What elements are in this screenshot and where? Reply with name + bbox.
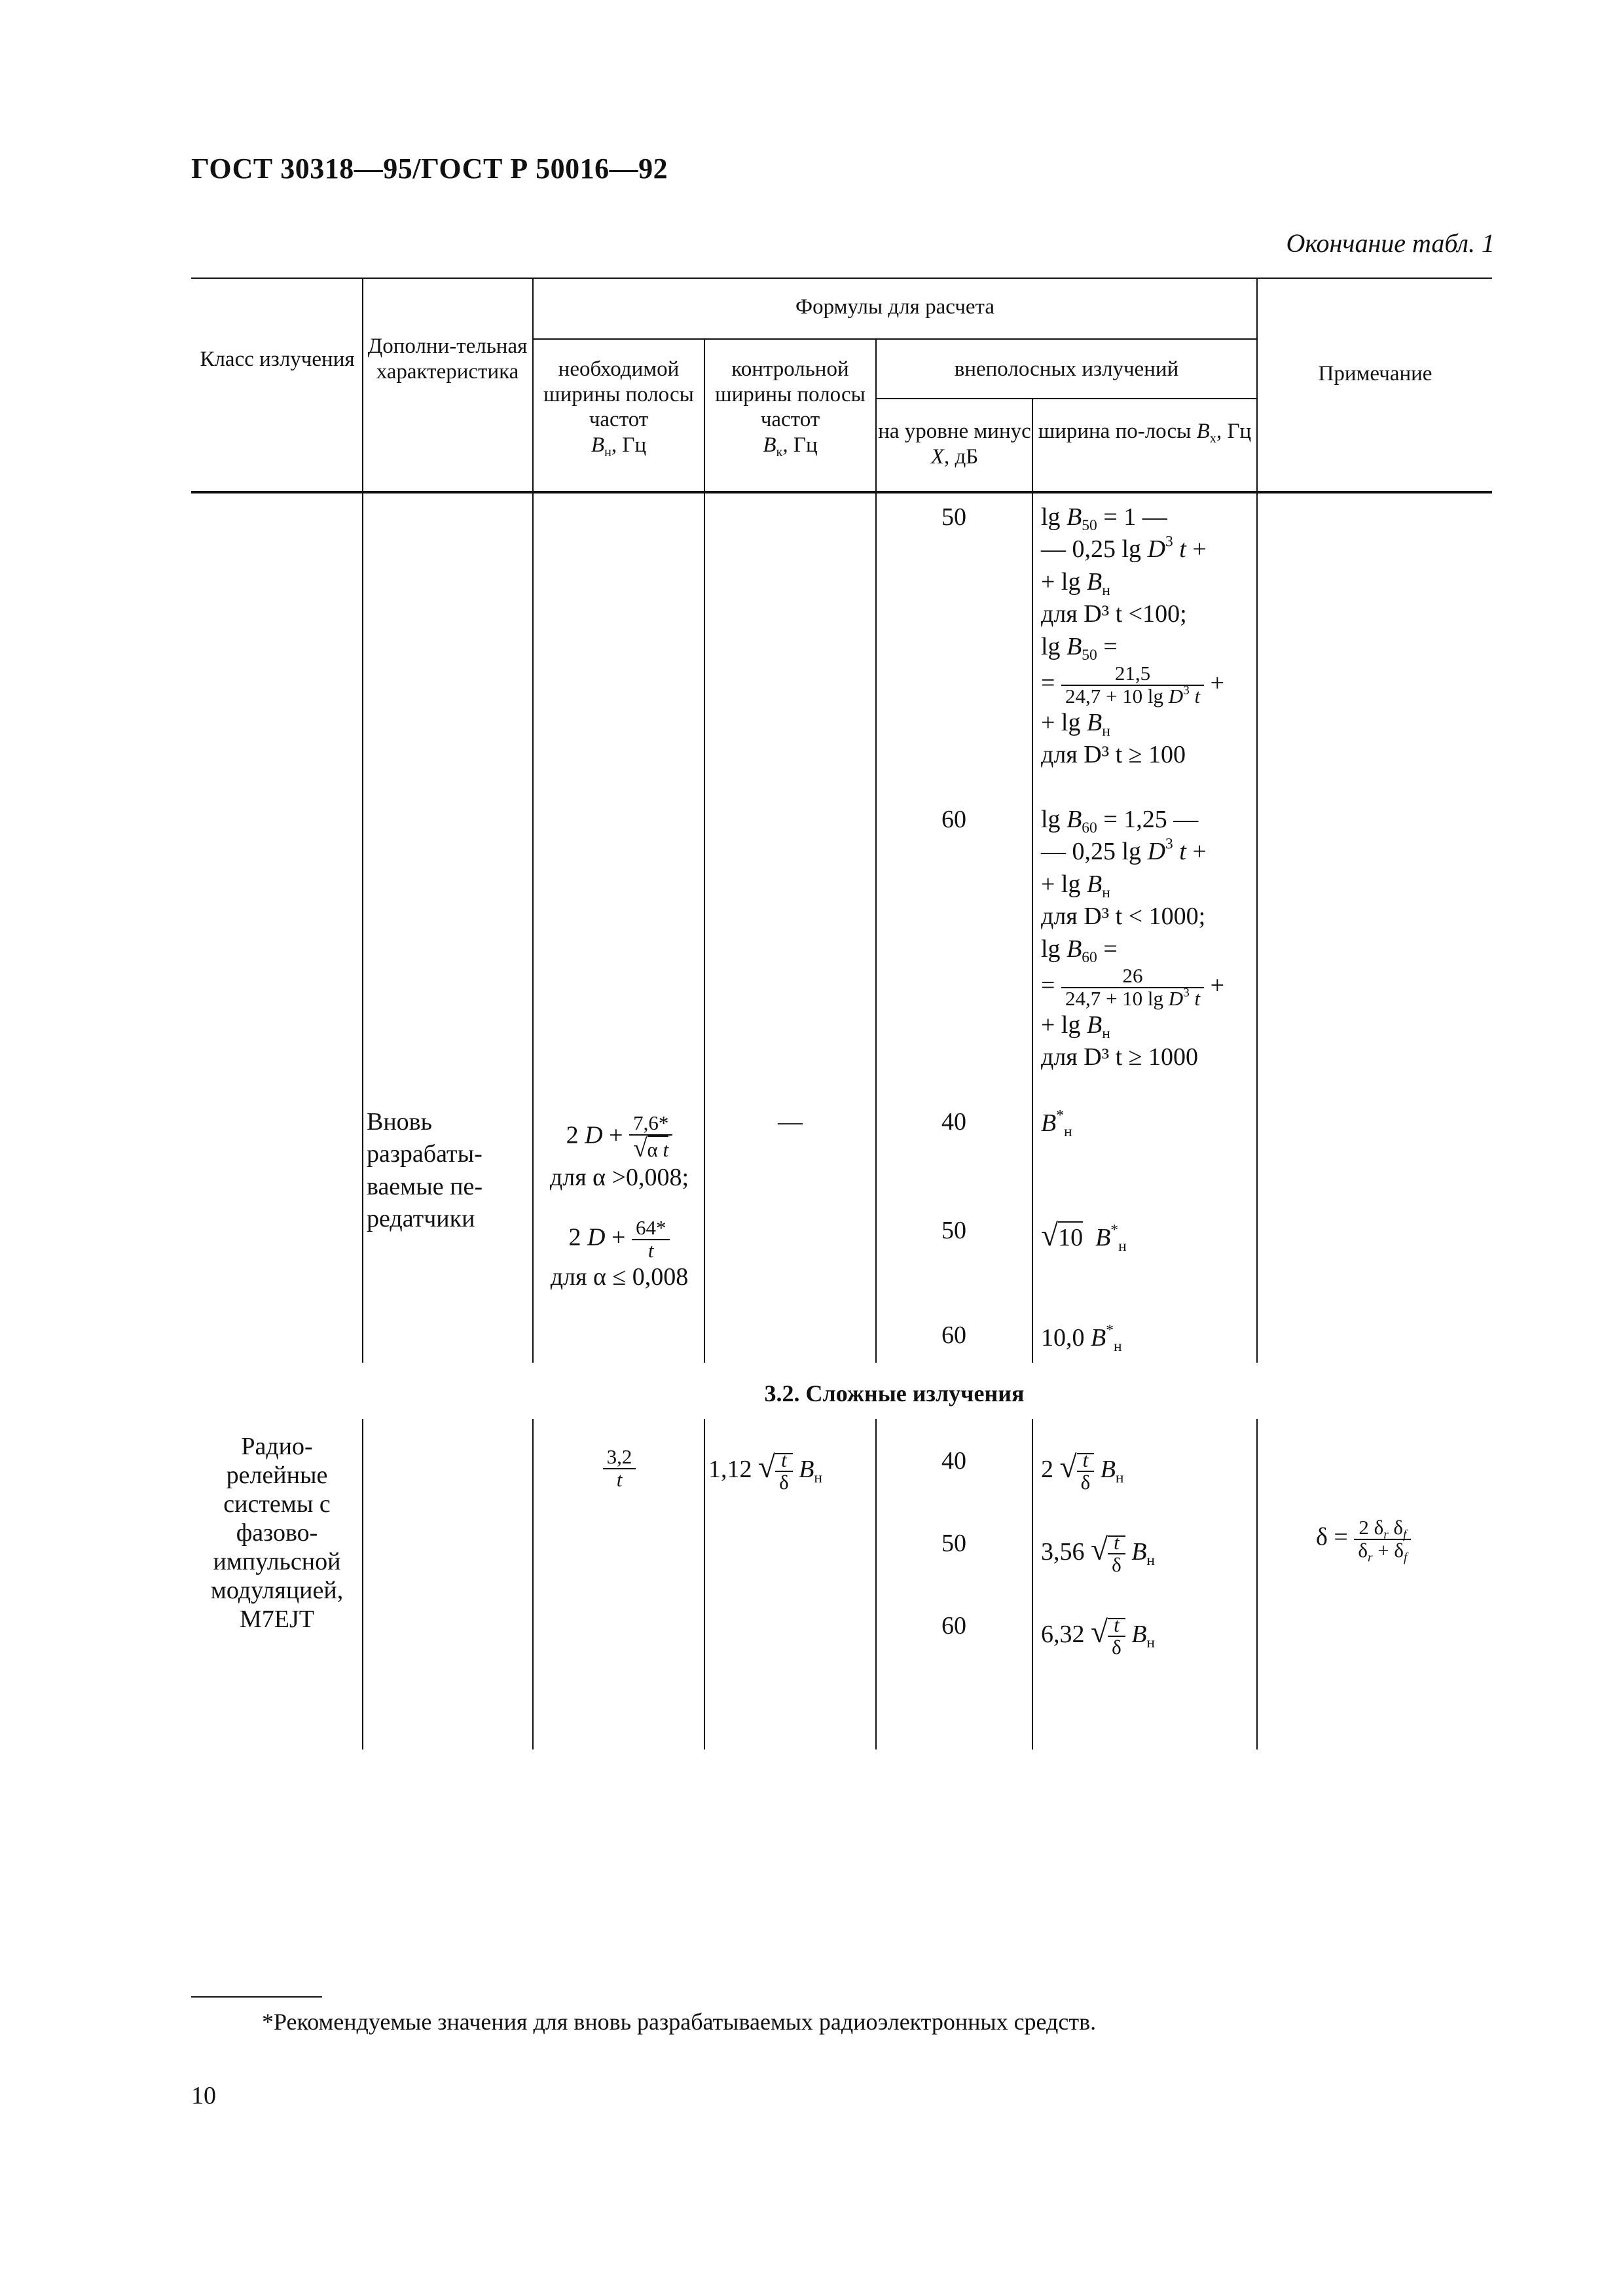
width-c-40: 2 √ $\frac{t}{\delta}$ $B_н$	[1041, 1448, 1124, 1494]
class-radio-relay: Радио-релейные системы с фазово-импульсной модуляцией, M7EJT	[210, 1433, 344, 1634]
document-header: ГОСТ 30318—95/ГОСТ Р 50016—92	[191, 152, 668, 185]
level-value: 60	[941, 1321, 966, 1349]
table-top-rule	[191, 278, 1492, 279]
header-rule-formulas	[532, 338, 1256, 340]
body-col-divider	[532, 492, 534, 1363]
level-value: 50	[941, 503, 966, 531]
col-header-required: необходимой ширины полосы частот $B_н$, Гц	[543, 357, 694, 459]
level-value: 50	[941, 1217, 966, 1244]
col-header-note: Примечание	[1318, 362, 1432, 386]
col-header-level: на уровне минус X, дБ	[878, 420, 1031, 469]
width-60: 10,0 $B^*_н$	[1041, 1321, 1122, 1355]
level-value: 40	[941, 1447, 966, 1475]
level-value: 60	[941, 806, 966, 833]
body-col-divider	[704, 492, 705, 1363]
header-col-divider	[362, 278, 363, 492]
footnote: *Рекомендуемые значения для вновь разрабатываемых радиоэлектронных средств.	[262, 2009, 1097, 2035]
formula-b60: $\lg B_{60} = 1,25$ — — 0,25 $\lg D^3$ t + + $\lg B_н$ для D³ t < 1000; $\lg B_{60}$ = = $\frac{26}{24,7 + 10 \lg D^3 t}$ + + $\lg B_н$ для D³ t ≥ 1000	[1041, 806, 1225, 1071]
level-value: 60	[941, 1612, 966, 1640]
level-value: 50	[941, 1530, 966, 1557]
header-col-divider	[1032, 398, 1033, 492]
header-col-divider	[875, 338, 877, 492]
col-header-outband: внеполосных излучений	[954, 357, 1179, 381]
header-bottom-rule	[191, 491, 1492, 493]
col-header-control: контрольной ширины полосы частот $B_к$, Гц	[715, 357, 866, 459]
col-header-formulas: Формулы для расчета	[795, 295, 994, 319]
formula-required-2: 2 D + $\frac{64*}{t}$ для α ≤ 0,008	[550, 1216, 689, 1291]
col-header-extra: Дополни-тельная характеристика	[367, 334, 528, 384]
width-40: $B^*_н$	[1041, 1107, 1072, 1141]
body-col-divider	[704, 1419, 705, 1749]
control-dash: —	[778, 1108, 803, 1136]
header-col-divider	[704, 338, 705, 492]
body-col-divider	[362, 1419, 363, 1749]
header-rule-outband	[875, 398, 1256, 399]
width-50: √10 $B^*_н$	[1041, 1219, 1127, 1255]
footnote-rule	[191, 1996, 322, 1998]
control-formula-c: 1,12 √ $\frac{t}{\delta}$ $B_н$	[708, 1448, 823, 1494]
note-delta-formula: δ = $\frac{2 \delta_r \delta_f}{\delta_r + \delta_f}$	[1316, 1517, 1491, 1561]
body-col-divider	[362, 492, 363, 1363]
width-c-60: 6,32 √ $\frac{t}{\delta}$ $B_н$	[1041, 1613, 1156, 1659]
required-formula-c: $\frac{3,2}{t}$	[536, 1446, 703, 1490]
body-col-divider	[532, 1419, 534, 1749]
table-continuation-label: Окончание табл. 1	[1286, 228, 1495, 258]
section-title: 3.2. Сложные излучения	[764, 1380, 1025, 1407]
header-col-divider	[532, 278, 534, 492]
page-number: 10	[191, 2082, 216, 2109]
col-header-class: Класс излучения	[200, 348, 355, 371]
formula-required-1: 2 D + $\frac{7,6*}{\text{√α t}}$ для α >0,008;	[549, 1111, 689, 1192]
level-value: 40	[941, 1108, 966, 1136]
col-header-width: ширина по-лосы $B_x$, Гц	[1038, 420, 1252, 446]
formula-b50: $\lg B_{50} = 1$ — — 0,25 $\lg D^3$ t + + $\lg B_н$ для D³ t <100; $\lg B_{50}$ = = $\frac{21,5}{24,7 + 10 \lg D^3 t}$ + + $\lg B_н$ для D³ t ≥ 100	[1041, 503, 1225, 769]
width-c-50: 3,56 √ $\frac{t}{\delta}$ $B_н$	[1041, 1530, 1156, 1577]
extra-new-transmitters: Вновь разрабаты-ваемые пе-редатчики	[367, 1108, 483, 1233]
body-col-divider	[1256, 1419, 1258, 1749]
header-col-divider	[1256, 278, 1258, 492]
